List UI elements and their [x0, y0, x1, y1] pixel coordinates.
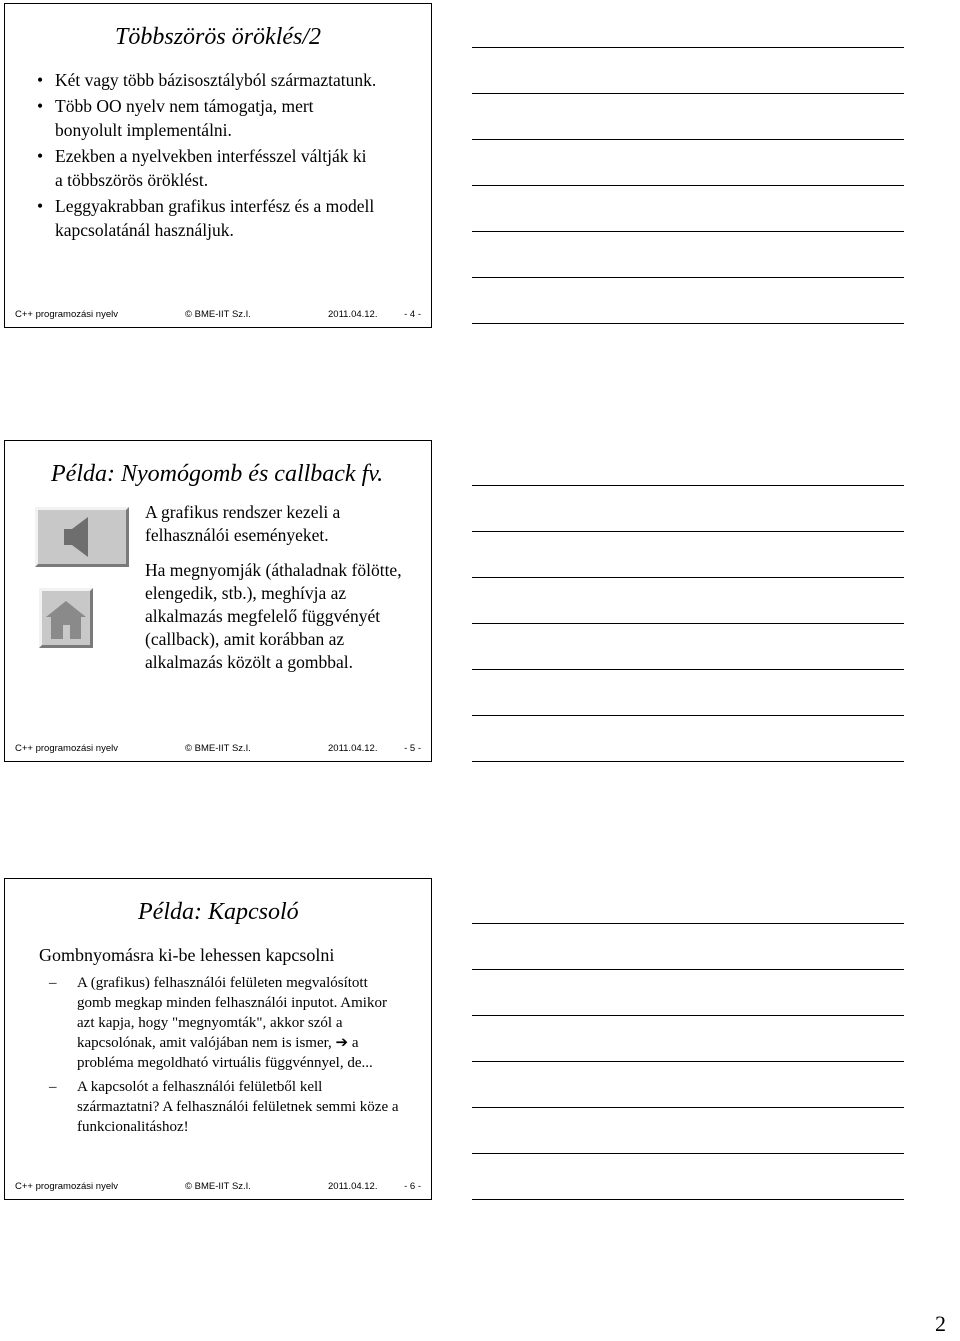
- speaker-button: [35, 507, 129, 567]
- footer-copyright: © BME-IIT Sz.I.: [185, 309, 251, 320]
- paragraph-callback: Ha megnyomják (áthaladnak fölötte, elengedik, stb.), meghívja az alkalmazás megfelelő függvényét (callback), amit korábban az alkalmazás közölt a gombbal.: [145, 560, 402, 672]
- page-number: 2: [935, 1311, 946, 1336]
- slide-footer: [15, 309, 421, 323]
- paragraph-events: A grafikus rendszer kezeli a felhasználói eseményeket.: [145, 502, 341, 545]
- slide-1: [4, 3, 432, 328]
- footer-course: C++ programozási nyelv: [15, 1181, 118, 1192]
- sub-point-list: [49, 973, 404, 1141]
- slide-footer: [15, 1181, 421, 1195]
- sub-point: – A (grafikus) felhasználói felületen megvalósított gomb megkap minden felhasználói inputot. Amikor azt kapja, hogy "megnyomták", akkor szól a kapcsolónak, amit valójában nem is ismer, ➔ a probléma megoldható virtuális függvénnyel, de...: [49, 973, 404, 1073]
- footer-page: - 5 -: [404, 743, 421, 754]
- footer-copyright: © BME-IIT Sz.I.: [185, 743, 251, 754]
- home-icon: [42, 591, 90, 645]
- bullet-item: • Több OO nyelv nem támogatja, mert bonyolult implementálni.: [37, 94, 377, 142]
- bullet-list: [37, 68, 377, 244]
- main-point: Gombnyomásra ki-be lehessen kapcsolni: [39, 945, 335, 965]
- footer-page: - 4 -: [404, 309, 421, 320]
- bullet-item: • Két vagy több bázisosztályból származtatunk.: [37, 68, 377, 92]
- bullet-item: • Leggyakrabban grafikus interfész és a modell kapcsolatánál használjuk.: [37, 194, 377, 242]
- footer-date: 2011.04.12.: [328, 743, 378, 754]
- slide-title: Többszörös öröklés/2: [115, 24, 322, 50]
- slide-footer: [15, 743, 421, 757]
- slide-3: [4, 878, 432, 1200]
- slide-title: Példa: Nyomógomb és callback fv.: [51, 461, 384, 487]
- footer-copyright: © BME-IIT Sz.I.: [185, 1181, 251, 1192]
- footer-course: C++ programozási nyelv: [15, 743, 118, 754]
- footer-date: 2011.04.12.: [328, 1181, 378, 1192]
- footer-course: C++ programozási nyelv: [15, 309, 118, 320]
- slide-title: Példa: Kapcsoló: [138, 899, 299, 925]
- home-button: [39, 588, 93, 648]
- footer-date: 2011.04.12.: [328, 309, 378, 320]
- slide-2: [4, 440, 432, 762]
- sub-point: – A kapcsolót a felhasználói felületből kell származtatni? A felhasználói felületnek semmi köze a funkcionalitáshoz!: [49, 1077, 404, 1137]
- speaker-icon: [38, 510, 126, 564]
- bullet-item: • Ezekben a nyelvekben interfésszel váltják ki a többszörös öröklést.: [37, 144, 377, 192]
- footer-page: - 6 -: [404, 1181, 421, 1192]
